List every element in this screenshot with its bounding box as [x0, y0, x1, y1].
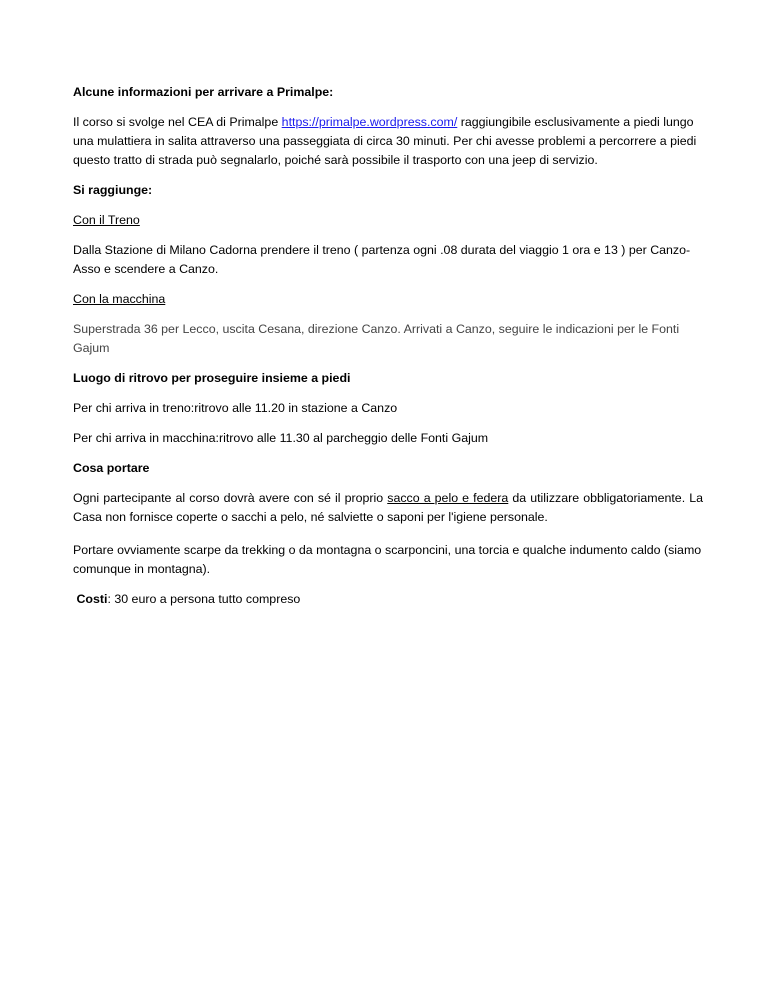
document-heading: Alcune informazioni per arrivare a Primalpe: [73, 85, 334, 99]
costi-paragraph [73, 590, 703, 609]
ritrovo-heading: Luogo di ritrovo per proseguire insieme a piedi [73, 371, 351, 385]
cosa-portare-heading: Cosa portare [73, 461, 150, 475]
document-page [73, 83, 703, 620]
treno-subheading: Con il Treno [73, 213, 140, 227]
primalpe-website-link[interactable]: https://primalpe.wordpress.com/ [281, 115, 458, 129]
macchina-paragraph: Superstrada 36 per Lecco, uscita Cesana, direzione Canzo. Arrivati a Canzo, seguire le indicazioni per le Fonti Gajum [73, 322, 680, 355]
costi-label: Costi [76, 592, 108, 606]
macchina-subheading: Con la macchina [73, 292, 166, 306]
cosa-portare-text-start: Ogni partecipante al corso dovrà avere con sé il proprio [73, 491, 388, 505]
cosa-portare-paragraph-2: Portare ovviamente scarpe da trekking o da montagna o scarponcini, una torcia e qualche indumento caldo (siamo comunque in montagna). [73, 543, 702, 576]
cosa-portare-paragraph-1 [73, 489, 703, 527]
cosa-portare-text-end: da utilizzare obbligatoriamente. La Casa non fornisce coperte o sacchi a pelo, né salviette o saponi per l'igiene personale. [73, 491, 703, 524]
intro-text-start: Il corso si svolge nel CEA di Primalpe [73, 115, 282, 129]
treno-paragraph: Dalla Stazione di Milano Cadorna prendere il treno ( partenza ogni .08 durata del viaggio 1 ora e 13 ) per Canzo-Asso e scendere a Canzo. [73, 243, 691, 276]
sacco-a-pelo-text: sacco a pelo e federa [387, 491, 509, 505]
intro-paragraph [73, 113, 703, 170]
costi-text: : 30 euro a persona tutto compreso [107, 592, 301, 606]
ritrovo-macchina: Per chi arriva in macchina:ritrovo alle 11.30 al parcheggio delle Fonti Gajum [73, 431, 489, 445]
ritrovo-treno: Per chi arriva in treno:ritrovo alle 11.20 in stazione a Canzo [73, 401, 398, 415]
si-raggiunge-heading: Si raggiunge: [73, 183, 153, 197]
intro-text-end: raggiungibile esclusivamente a piedi lungo una mulattiera in salita attraverso una passeggiata di circa 30 minuti. Per chi avesse problemi a percorrere a piedi questo tratto di strada può segnalarlo, poiché sarà possibile il trasporto con una jeep di servizio. [73, 115, 697, 167]
